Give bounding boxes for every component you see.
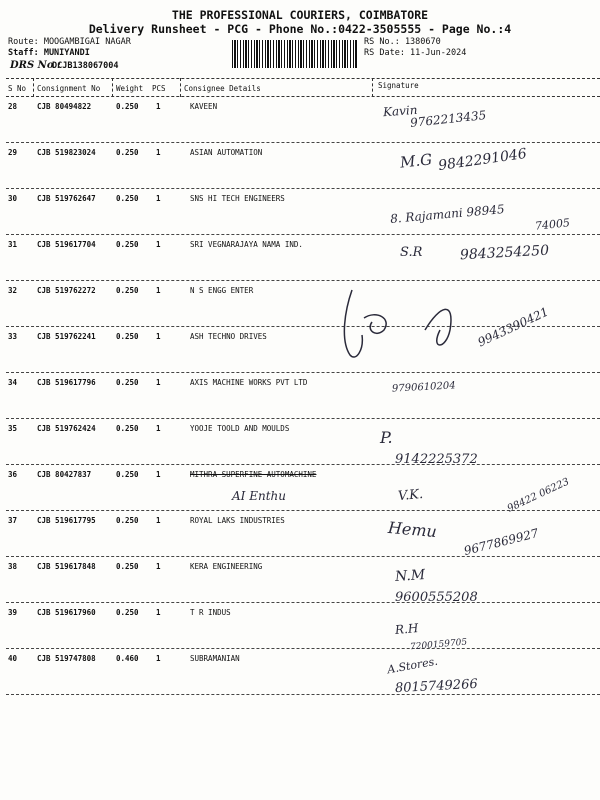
col-header-pcs: PCS: [152, 84, 166, 93]
handwritten-signature: 98422 06223: [505, 476, 572, 515]
row-consignee: KAVEEN: [190, 102, 218, 111]
handwritten-signature: Kavin: [382, 102, 418, 120]
row-consignment-no: CJB 80427837: [37, 470, 92, 479]
row-sno: 40: [8, 654, 18, 663]
handwritten-signature: 8. Rajamani 98945: [389, 202, 506, 226]
handwritten-signature: P.: [380, 428, 393, 447]
row-pcs: 1: [156, 286, 161, 295]
row-pcs: 1: [156, 378, 161, 387]
row-weight: 0.250: [116, 240, 139, 249]
row-consignment-no: CJB 519762647: [37, 194, 96, 203]
row-consignee: YOOJE TOOLD AND MOULDS: [190, 424, 290, 433]
row-pcs: 1: [156, 608, 161, 617]
row-consignment-no: CJB 519823024: [37, 148, 96, 157]
row-consignee: AXIS MACHINE WORKS PVT LTD: [190, 378, 308, 387]
row-consignment-no: CJB 80494822: [37, 102, 92, 111]
handwritten-annotation: AI Enthu: [232, 489, 286, 503]
handwritten-signature: V.K.: [397, 486, 424, 505]
row-weight: 0.250: [116, 332, 139, 341]
row-consignee: ROYAL LAKS INDUSTRIES: [190, 516, 285, 525]
row-consignment-no: CJB 519617848: [37, 562, 96, 571]
handwritten-signature: Hemu: [387, 517, 438, 542]
rs-number: RS No.: 1380670: [364, 37, 441, 47]
row-consignee: SNS HI TECH ENGINEERS: [190, 194, 285, 203]
handwritten-signature: 74005: [534, 216, 571, 233]
row-weight: 0.250: [116, 424, 139, 433]
handwritten-signature: 9600555208: [395, 590, 478, 605]
handwritten-signature: R.H: [394, 621, 419, 637]
staff-label: Staff: MUNIYANDI: [8, 48, 90, 58]
row-sno: 32: [8, 286, 18, 295]
row-consignee: KERA ENGINEERING: [190, 562, 263, 571]
row-weight: 0.250: [116, 562, 139, 571]
row-consignee: SRI VEGNARAJAYA NAMA IND.: [190, 240, 303, 249]
handwritten-signature: 7200159705: [409, 637, 468, 653]
row-consignee: T R INDUS: [190, 608, 231, 617]
handwritten-signature: 9142225372: [395, 452, 478, 467]
runsheet-subtitle: Delivery Runsheet - PCG - Phone No.:0422-3505555 - Page No.:4: [88, 22, 512, 36]
col-header-consignee: Consignee Details: [184, 84, 261, 93]
row-consignee: N S ENGG ENTER: [190, 286, 254, 295]
col-header-weight: Weight: [116, 84, 144, 93]
row-sno: 29: [8, 148, 18, 157]
handwritten-signature: 9943390421: [475, 304, 551, 350]
row-sno: 31: [8, 240, 18, 249]
row-consignment-no: CJB 519762272: [37, 286, 96, 295]
row-consignee: ASIAN AUTOMATION: [190, 148, 263, 157]
row-pcs: 1: [156, 654, 161, 663]
col-header-sno: S No: [8, 84, 27, 93]
drs-handwritten-label: DRS No :: [10, 60, 61, 71]
runsheet-title: THE PROFESSIONAL COURIERS, COIMBATORE: [171, 8, 429, 22]
row-consignee: ASH TECHNO DRIVES: [190, 332, 267, 341]
row-consignment-no: CJB 519762424: [37, 424, 96, 433]
row-pcs: 1: [156, 194, 161, 203]
handwritten-signature: N.M: [394, 566, 426, 586]
row-pcs: 1: [156, 470, 161, 479]
row-pcs: 1: [156, 516, 161, 525]
handwritten-signature: 8015749266: [394, 676, 479, 697]
row-pcs: 1: [156, 332, 161, 341]
row-sno: 34: [8, 378, 18, 387]
row-sno: 38: [8, 562, 18, 571]
handwritten-signature: 9677869927: [462, 525, 540, 559]
handwritten-signature: 9843254250: [459, 242, 550, 264]
row-sno: 33: [8, 332, 18, 341]
row-consignment-no: CJB 519762241: [37, 332, 96, 341]
row-sno: 36: [8, 470, 18, 479]
row-consignment-no: CJB 519617960: [37, 608, 96, 617]
row-sno: 37: [8, 516, 18, 525]
handwritten-signature: 9842291046: [437, 145, 528, 175]
row-weight: 0.250: [116, 378, 139, 387]
row-weight: 0.250: [116, 148, 139, 157]
row-consignee: MITHRA SUPERFINE AUTOMACHINE: [190, 470, 317, 479]
row-sno: 39: [8, 608, 18, 617]
handwritten-signature: A.Stores.: [386, 654, 439, 677]
row-pcs: 1: [156, 562, 161, 571]
row-consignment-no: CJB 519617795: [37, 516, 96, 525]
row-consignment-no: CJB 519747808: [37, 654, 96, 663]
row-weight: 0.250: [116, 470, 139, 479]
col-header-consignment: Consignment No: [37, 84, 101, 93]
row-pcs: 1: [156, 240, 161, 249]
row-weight: 0.250: [116, 194, 139, 203]
row-weight: 0.250: [116, 608, 139, 617]
row-weight: 0.460: [116, 654, 139, 663]
handwritten-signature: 9790610204: [391, 380, 456, 395]
rs-date: RS Date: 11-Jun-2024: [364, 48, 467, 58]
col-header-signature: Signature: [378, 81, 419, 90]
handwritten-signature: M.G: [399, 150, 433, 172]
row-weight: 0.250: [116, 516, 139, 525]
handwritten-signature: 9762213435: [409, 108, 487, 130]
row-pcs: 1: [156, 148, 161, 157]
row-sno: 35: [8, 424, 18, 433]
row-pcs: 1: [156, 424, 161, 433]
row-weight: 0.250: [116, 286, 139, 295]
row-consignee: SUBRAMANIAN: [190, 654, 240, 663]
row-pcs: 1: [156, 102, 161, 111]
row-weight: 0.250: [116, 102, 139, 111]
drs-number: DCJB138067004: [52, 61, 119, 71]
handwritten-signature: S.R: [400, 245, 423, 260]
route-label: Route: MOOGAMBIGAI NAGAR: [8, 37, 131, 47]
row-sno: 30: [8, 194, 18, 203]
row-consignment-no: CJB 519617704: [37, 240, 96, 249]
row-sno: 28: [8, 102, 18, 111]
row-consignment-no: CJB 519617796: [37, 378, 96, 387]
